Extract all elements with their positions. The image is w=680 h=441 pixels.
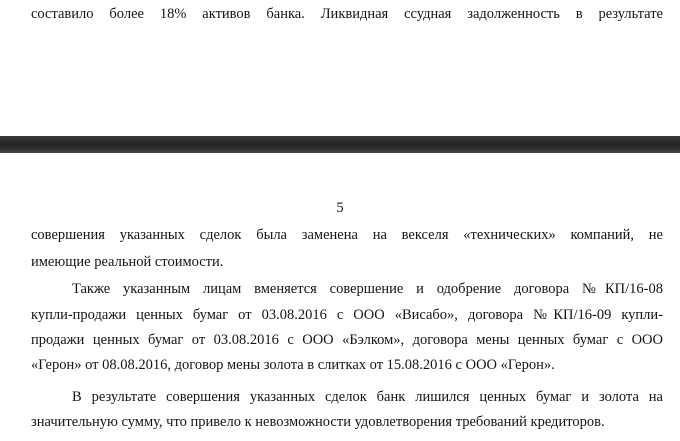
previous-page <box>0 0 680 136</box>
text-line: В результате совершения указанных сделок банк лишился ценных бумаг и золота на <box>72 389 663 405</box>
text-line: «Герон» от 08.08.2016, договор мены золота в слитках от 15.08.2016 с ООО «Герон». <box>31 357 555 373</box>
page-separator <box>0 136 680 153</box>
page-number: 5 <box>336 200 344 216</box>
text-line: составило более 18% активов банка. Ликвидная ссудная задолженность в результате <box>31 6 663 22</box>
text-line: Также указанным лицам вменяется совершение и одобрение договора №КП/16-08 <box>72 281 663 297</box>
text-line: купли-продажи ценных бумаг от 03.08.2016 с ООО «Висабо», договора №КП/16-09 купли- <box>31 307 663 323</box>
text-line: имеющие реальной стоимости. <box>31 254 224 270</box>
text-line: совершения указанных сделок была заменена на векселя «технических» компаний, не <box>31 227 663 243</box>
text-line: значительную сумму, что привело к невозможности удовлетворения требований кредиторов. <box>31 414 605 430</box>
text-line: продажи ценных бумаг от 03.08.2016 с ООО «Бэлком», договора мены ценных бумаг с ООО <box>31 332 663 348</box>
